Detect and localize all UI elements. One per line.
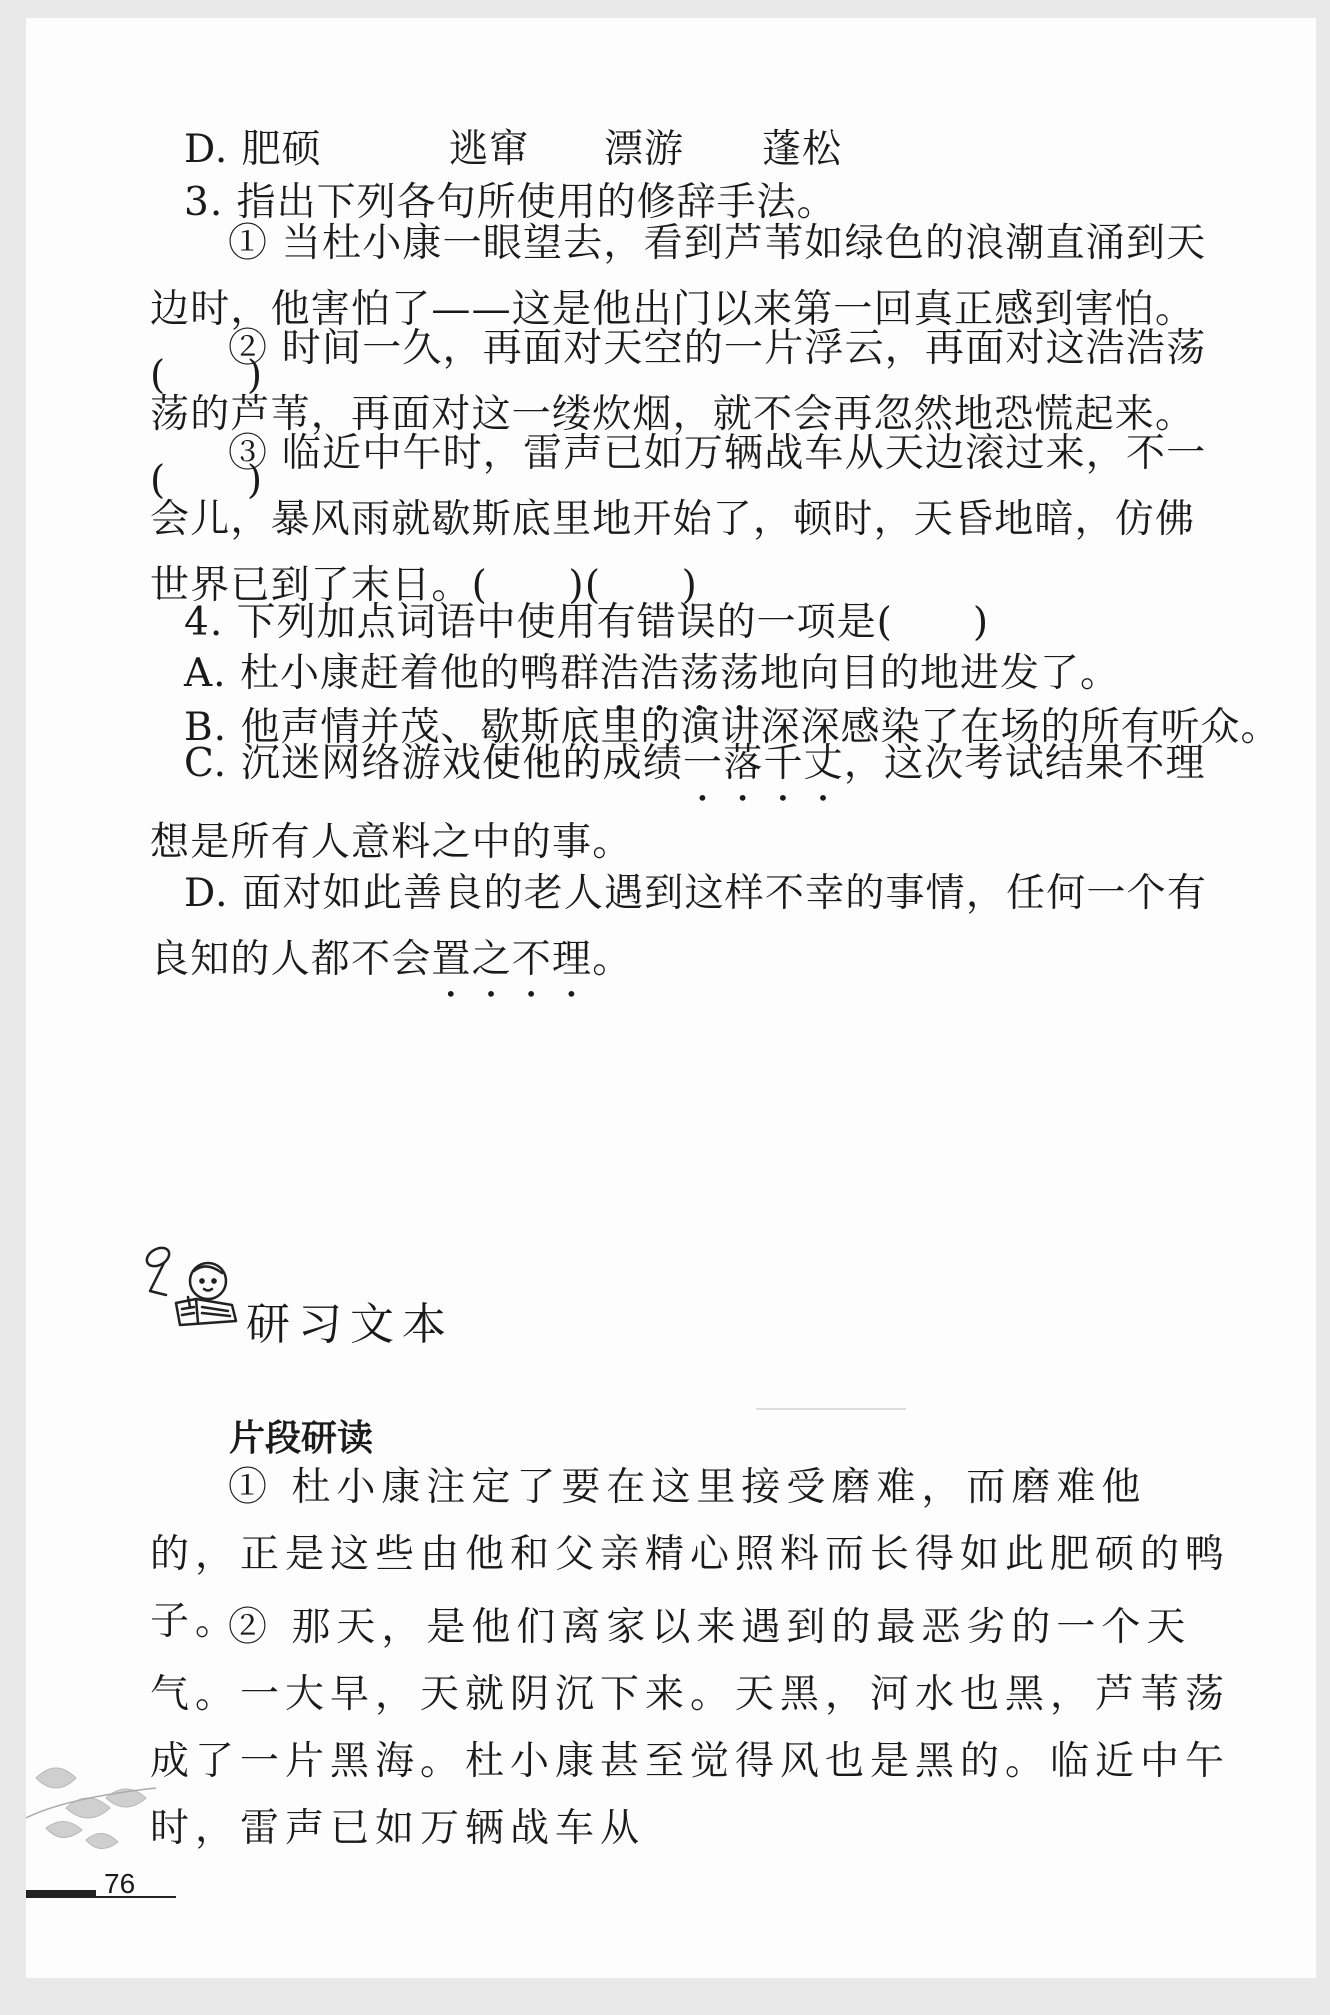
q4-option-c-post: ，这次考试结果不理想是所有人意料之中的事。 (150, 741, 1206, 865)
reading-child-illustration (136, 1243, 246, 1333)
page-number: 76 (104, 1868, 136, 1899)
q4-option-a-pre: A. 杜小康赶着他的鸭群 (184, 651, 600, 696)
page-number-bar (26, 1890, 96, 1898)
q4-option-d (150, 861, 1235, 1006)
q3-sentence-1: ① 当杜小康一眼望去，看到芦苇如绿色的浪潮直涌到天边时，他害怕了——这是他出门以来第一回真正感到害怕。( ) (150, 221, 1207, 398)
q4-option-b-post: 的演讲深深感染了在场的所有听众。 (640, 705, 1281, 750)
section-title: 研习文本 (246, 1299, 454, 1350)
q2-option-d-word2: 逃窜 (449, 127, 530, 172)
faint-line (756, 1408, 906, 1410)
q4-title: 4. 下列加点词语中使用有错误的一项是( ) (184, 600, 990, 645)
q4-option-c-pre: C. 沉迷网络游戏使他的成绩 (184, 741, 684, 786)
q2-option-d-word4: 蓬松 (762, 127, 843, 172)
q4-option-c (150, 731, 1235, 876)
q3-sentence-2: ② 时间一久，再面对天空的一片浮云，再面对这浩浩荡荡的芦苇，再面对这一缕炊烟，就不会再忽然地恐慌起来。( ) (150, 326, 1207, 503)
q4-option-b-pre: B. 他声情并茂、 (184, 705, 481, 750)
section-subtitle: 片段研读 (229, 1418, 374, 1459)
q4-option-b-dotted-word: 歇斯底里 (480, 705, 641, 750)
q4-option-d-pre: D. 面对如此善良的老人遇到这样不幸的事情，任何一个有良知的人都不会 (150, 871, 1208, 982)
q2-option-d-word3: 漂游 (604, 127, 685, 172)
section-paragraph-2: ② 那天，是他们离家以来遇到的最恶劣的一个天气。一大早，天就阴沉下来。天黑，河水也黑，芦苇荡成了一片黑海。杜小康甚至觉得风也是黑的。临近中午时，雷声已如万辆战车从 (150, 1605, 1231, 1851)
q4-option-c-dotted-word: 一落千丈 (683, 741, 844, 786)
q4-option-a-post: 地向目的地进发了。 (759, 651, 1120, 696)
q2-option-d (184, 118, 1184, 174)
q3-title: 3. 指出下列各句所使用的修辞手法。 (184, 180, 837, 225)
q3-sentence-3: ③ 临近中午时，雷声已如万辆战车从天边滚过来，不一会儿，暴风雨就歇斯底里地开始了，顿时，天昏地暗，仿佛世界已到了末日。( )( ) (150, 431, 1207, 608)
q4-option-a-dotted-word: 浩浩荡荡 (599, 651, 760, 696)
q2-option-d-label: D. 肥硕 (184, 127, 322, 172)
section-paragraph-1: ① 杜小康注定了要在这里接受磨难，而磨难他的，正是这些由他和父亲精心照料而长得如此肥硕的鸭子。 (150, 1465, 1231, 1644)
leaf-decoration (26, 1758, 166, 1868)
book-page (26, 18, 1316, 1978)
q4-option-d-dotted-word: 置之不理 (431, 937, 593, 982)
q4-option-d-post: 。 (592, 937, 633, 982)
